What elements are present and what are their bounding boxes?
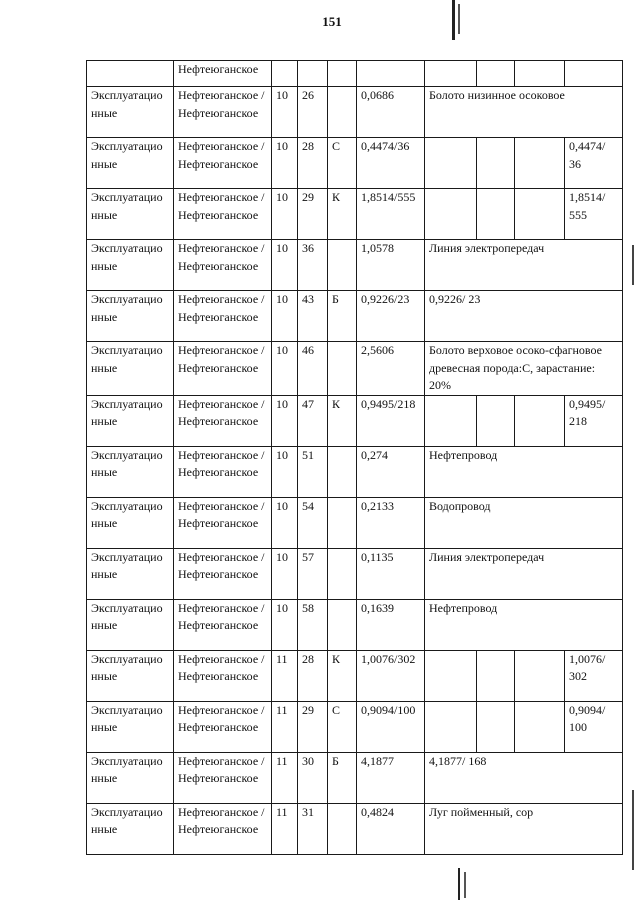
extra-cell-1 — [477, 650, 515, 701]
subdivision-cell — [328, 240, 357, 291]
table-row — [87, 803, 623, 854]
plantations-cell: 1,8514/ 555 — [565, 189, 623, 240]
scan-artifact-line — [458, 868, 460, 900]
scan-artifact-line — [458, 4, 460, 34]
forestry-cell: Нефтеюганское / Нефтеюганское — [174, 189, 272, 240]
quarter-cell: 11 — [272, 650, 298, 701]
area-cell: 0,1135 — [357, 548, 425, 599]
vydel-cell: 28 — [298, 138, 328, 189]
quarter-cell: 11 — [272, 701, 298, 752]
category-cell: Эксплуатационные — [87, 497, 174, 548]
forestry-cell: Нефтеюганское — [174, 61, 272, 87]
vydel-cell: 29 — [298, 701, 328, 752]
vydel-cell: 31 — [298, 803, 328, 854]
area-cell: 0,1639 — [357, 599, 425, 650]
table-row — [87, 240, 623, 291]
category-cell: Эксплуатационные — [87, 291, 174, 342]
subdivision-cell: С — [328, 701, 357, 752]
forestry-cell: Нефтеюганское / Нефтеюганское — [174, 650, 272, 701]
page-number: 151 — [322, 14, 342, 29]
scan-artifact-line — [632, 245, 634, 285]
area-cell: 0,9495/218 — [357, 395, 425, 446]
category-cell: Эксплуатационные — [87, 701, 174, 752]
vydel-cell: 43 — [298, 291, 328, 342]
subdivision-cell — [328, 599, 357, 650]
vydel-cell: 54 — [298, 497, 328, 548]
table-row — [87, 87, 623, 138]
subdivision-cell — [328, 61, 357, 87]
land-type-cell: Луг пойменный, сор — [425, 803, 623, 854]
quarter-cell: 10 — [272, 497, 298, 548]
area-cell: 1,0578 — [357, 240, 425, 291]
forestry-cell: Нефтеюганское / Нефтеюганское — [174, 701, 272, 752]
forestry-cell: Нефтеюганское / Нефтеюганское — [174, 138, 272, 189]
extra-cell-2 — [515, 189, 565, 240]
forestry-cell: Нефтеюганское / Нефтеюганское — [174, 291, 272, 342]
forestry-cell: Нефтеюганское / Нефтеюганское — [174, 599, 272, 650]
plantations-cell — [565, 61, 623, 87]
area-cell: 1,0076/302 — [357, 650, 425, 701]
land-type-cell: Болото низинное осоковое — [425, 87, 623, 138]
subdivision-cell — [328, 446, 357, 497]
land-type-cell: Линия электропередач — [425, 548, 623, 599]
area-cell: 2,5606 — [357, 342, 425, 396]
subdivision-cell: Б — [328, 291, 357, 342]
vydel-cell: 57 — [298, 548, 328, 599]
vydel-cell: 28 — [298, 650, 328, 701]
quarter-cell — [272, 61, 298, 87]
land-type-cell — [425, 395, 477, 446]
land-type-cell: Линия электропередач — [425, 240, 623, 291]
quarter-cell: 10 — [272, 342, 298, 396]
vydel-cell: 46 — [298, 342, 328, 396]
vydel-cell: 30 — [298, 752, 328, 803]
subdivision-cell: С — [328, 138, 357, 189]
category-cell: Эксплуатационные — [87, 342, 174, 396]
vydel-cell: 36 — [298, 240, 328, 291]
vydel-cell: 51 — [298, 446, 328, 497]
forestry-cell: Нефтеюганское / Нефтеюганское — [174, 342, 272, 396]
category-cell: Эксплуатационные — [87, 803, 174, 854]
land-type-cell — [425, 650, 477, 701]
subdivision-cell: К — [328, 395, 357, 446]
scan-artifact-line — [632, 790, 634, 870]
vydel-cell: 29 — [298, 189, 328, 240]
land-type-cell: Болото верховое осоко-сфагновое древесная порода:С, зарастание: 20% — [425, 342, 623, 396]
area-cell: 4,1877 — [357, 752, 425, 803]
category-cell: Эксплуатационные — [87, 446, 174, 497]
category-cell: Эксплуатационные — [87, 752, 174, 803]
extra-cell-2 — [515, 701, 565, 752]
area-cell: 0,9094/100 — [357, 701, 425, 752]
subdivision-cell — [328, 548, 357, 599]
extra-cell-2 — [515, 61, 565, 87]
table-row — [87, 61, 623, 87]
vydel-cell: 58 — [298, 599, 328, 650]
category-cell: Эксплуатационные — [87, 240, 174, 291]
land-type-cell — [425, 61, 477, 87]
subdivision-cell — [328, 803, 357, 854]
scan-artifact-line — [464, 872, 466, 898]
quarter-cell: 10 — [272, 240, 298, 291]
land-type-cell: 0,9226/ 23 — [425, 291, 623, 342]
forestry-cell: Нефтеюганское / Нефтеюганское — [174, 752, 272, 803]
table-row — [87, 548, 623, 599]
table-row — [87, 189, 623, 240]
area-cell: 1,8514/555 — [357, 189, 425, 240]
forestry-cell: Нефтеюганское / Нефтеюганское — [174, 240, 272, 291]
quarter-cell: 11 — [272, 803, 298, 854]
subdivision-cell: К — [328, 189, 357, 240]
forestry-cell: Нефтеюганское / Нефтеюганское — [174, 446, 272, 497]
land-type-cell: Нефтепровод — [425, 599, 623, 650]
category-cell: Эксплуатационные — [87, 650, 174, 701]
quarter-cell: 10 — [272, 599, 298, 650]
table-row — [87, 446, 623, 497]
subdivision-cell: К — [328, 650, 357, 701]
land-type-cell — [425, 189, 477, 240]
forestry-cell: Нефтеюганское / Нефтеюганское — [174, 548, 272, 599]
subdivision-cell: Б — [328, 752, 357, 803]
table-row — [87, 650, 623, 701]
quarter-cell: 10 — [272, 189, 298, 240]
land-type-cell: 4,1877/ 168 — [425, 752, 623, 803]
extra-cell-2 — [515, 138, 565, 189]
table-row — [87, 497, 623, 548]
forestry-cell: Нефтеюганское / Нефтеюганское — [174, 395, 272, 446]
forestry-cell: Нефтеюганское / Нефтеюганское — [174, 803, 272, 854]
quarter-cell: 10 — [272, 395, 298, 446]
table-row — [87, 599, 623, 650]
land-plot-table — [86, 60, 623, 855]
plantations-cell: 1,0076/ 302 — [565, 650, 623, 701]
extra-cell-1 — [477, 138, 515, 189]
area-cell: 0,274 — [357, 446, 425, 497]
extra-cell-2 — [515, 650, 565, 701]
plantations-cell: 0,9495/ 218 — [565, 395, 623, 446]
scan-artifact-line — [452, 0, 455, 40]
area-cell: 0,4474/36 — [357, 138, 425, 189]
area-cell: 0,2133 — [357, 497, 425, 548]
quarter-cell: 10 — [272, 291, 298, 342]
quarter-cell: 10 — [272, 446, 298, 497]
vydel-cell: 26 — [298, 87, 328, 138]
area-cell: 0,9226/23 — [357, 291, 425, 342]
category-cell: Эксплуатационные — [87, 599, 174, 650]
table-row — [87, 291, 623, 342]
vydel-cell: 47 — [298, 395, 328, 446]
forestry-cell: Нефтеюганское / Нефтеюганское — [174, 87, 272, 138]
subdivision-cell — [328, 342, 357, 396]
plantations-cell: 0,4474/ 36 — [565, 138, 623, 189]
extra-cell-1 — [477, 701, 515, 752]
quarter-cell: 10 — [272, 548, 298, 599]
extra-cell-1 — [477, 395, 515, 446]
category-cell: Эксплуатационные — [87, 87, 174, 138]
extra-cell-2 — [515, 395, 565, 446]
table-row — [87, 138, 623, 189]
area-cell: 0,0686 — [357, 87, 425, 138]
table-row — [87, 752, 623, 803]
extra-cell-1 — [477, 189, 515, 240]
extra-cell-1 — [477, 61, 515, 87]
category-cell: Эксплуатационные — [87, 138, 174, 189]
category-cell: Эксплуатационные — [87, 189, 174, 240]
area-cell — [357, 61, 425, 87]
subdivision-cell — [328, 497, 357, 548]
quarter-cell: 10 — [272, 138, 298, 189]
table-row — [87, 395, 623, 446]
quarter-cell: 11 — [272, 752, 298, 803]
forestry-cell: Нефтеюганское / Нефтеюганское — [174, 497, 272, 548]
land-type-cell — [425, 701, 477, 752]
area-cell: 0,4824 — [357, 803, 425, 854]
land-type-cell — [425, 138, 477, 189]
category-cell: Эксплуатационные — [87, 395, 174, 446]
category-cell — [87, 61, 174, 87]
land-type-cell: Нефтепровод — [425, 446, 623, 497]
vydel-cell — [298, 61, 328, 87]
category-cell: Эксплуатационные — [87, 548, 174, 599]
table-row — [87, 342, 623, 396]
plantations-cell: 0,9094/ 100 — [565, 701, 623, 752]
land-type-cell: Водопровод — [425, 497, 623, 548]
quarter-cell: 10 — [272, 87, 298, 138]
table-row — [87, 701, 623, 752]
subdivision-cell — [328, 87, 357, 138]
